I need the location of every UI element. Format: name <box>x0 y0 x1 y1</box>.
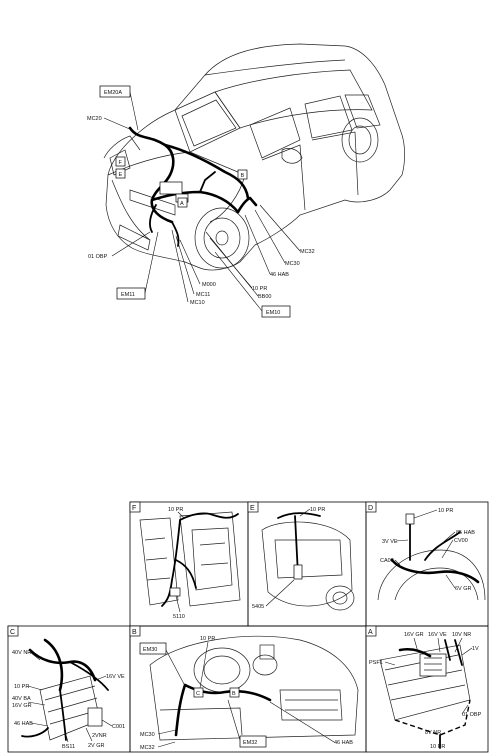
svg-text:C: C <box>196 691 200 697</box>
panel-e <box>248 502 354 610</box>
label-mc32-main: MC32 <box>300 249 315 255</box>
svg-text:CA00: CA00 <box>380 558 394 564</box>
panel-c <box>8 626 125 750</box>
label-em10: EM10 <box>266 310 281 316</box>
svg-text:10 PR: 10 PR <box>200 636 216 642</box>
panel-a <box>366 626 482 750</box>
label-10pr-main: 10 PR <box>252 286 268 292</box>
car-illustration <box>104 44 405 270</box>
svg-text:B: B <box>232 691 236 697</box>
label-em11: EM11 <box>121 292 135 298</box>
svg-text:5405: 5405 <box>252 604 265 610</box>
panel-f <box>130 502 240 620</box>
svg-text:46 HAB: 46 HAB <box>334 740 353 746</box>
label-mc11: MC11 <box>196 292 211 298</box>
svg-text:PSF1: PSF1 <box>369 660 383 666</box>
label-f: F <box>118 160 122 166</box>
svg-text:2VNR: 2VNR <box>92 733 107 739</box>
svg-text:BS11: BS11 <box>62 744 76 750</box>
svg-text:40V BA: 40V BA <box>12 696 31 702</box>
svg-text:MC32: MC32 <box>140 745 155 751</box>
svg-text:10 PR: 10 PR <box>168 507 184 513</box>
label-b: B <box>240 173 245 179</box>
svg-text:16V GR: 16V GR <box>404 632 424 638</box>
svg-text:3V VE: 3V VE <box>382 539 398 545</box>
svg-text:16V VE: 16V VE <box>428 632 447 638</box>
svg-text:D: D <box>368 505 374 512</box>
label-m000: M000 <box>202 282 216 288</box>
svg-text:16V GR: 16V GR <box>12 703 32 709</box>
label-mc10: MC10 <box>190 300 205 306</box>
label-bb00: BB00 <box>258 294 272 300</box>
svg-text:10V NR: 10V NR <box>452 632 472 638</box>
label-a: A <box>180 201 184 207</box>
svg-text:8V NR: 8V NR <box>425 730 442 736</box>
svg-text:C001: C001 <box>112 724 126 730</box>
label-obp: 01 OBP <box>88 254 108 260</box>
svg-text:6V GR: 6V GR <box>455 586 472 592</box>
svg-text:F: F <box>132 505 137 512</box>
svg-text:EM32: EM32 <box>243 740 258 746</box>
svg-text:B: B <box>132 629 137 636</box>
label-mc20: MC20 <box>87 116 102 122</box>
svg-text:16V VE: 16V VE <box>106 674 125 680</box>
svg-text:EM30: EM30 <box>143 647 158 653</box>
label-em20a: EM20A <box>104 90 123 96</box>
svg-text:E: E <box>250 505 255 512</box>
svg-text:10 PR: 10 PR <box>14 684 30 690</box>
svg-text:A: A <box>368 629 373 636</box>
svg-text:10 PR: 10 PR <box>310 507 326 513</box>
svg-text:MC30: MC30 <box>140 732 155 738</box>
label-mc30-main: MC30 <box>285 261 300 267</box>
main-harness <box>130 128 256 246</box>
svg-text:10 PR: 10 PR <box>438 508 454 514</box>
svg-text:5110: 5110 <box>173 614 185 620</box>
svg-text:C: C <box>10 629 16 636</box>
panel-d <box>366 502 485 600</box>
panel-b <box>130 626 358 751</box>
svg-text:CV00: CV00 <box>454 538 468 544</box>
svg-text:10 PR: 10 PR <box>430 744 446 750</box>
svg-text:40V NR: 40V NR <box>12 650 32 656</box>
svg-text:01 OBP: 01 OBP <box>462 712 482 718</box>
label-e: E <box>118 172 123 178</box>
svg-text:85 HAB: 85 HAB <box>456 530 475 536</box>
svg-text:46 HAB: 46 HAB <box>14 721 33 727</box>
label-46hab-main: 46 HAB <box>270 272 289 278</box>
svg-text:2V GR: 2V GR <box>88 743 105 749</box>
svg-text:1V: 1V <box>472 646 479 652</box>
